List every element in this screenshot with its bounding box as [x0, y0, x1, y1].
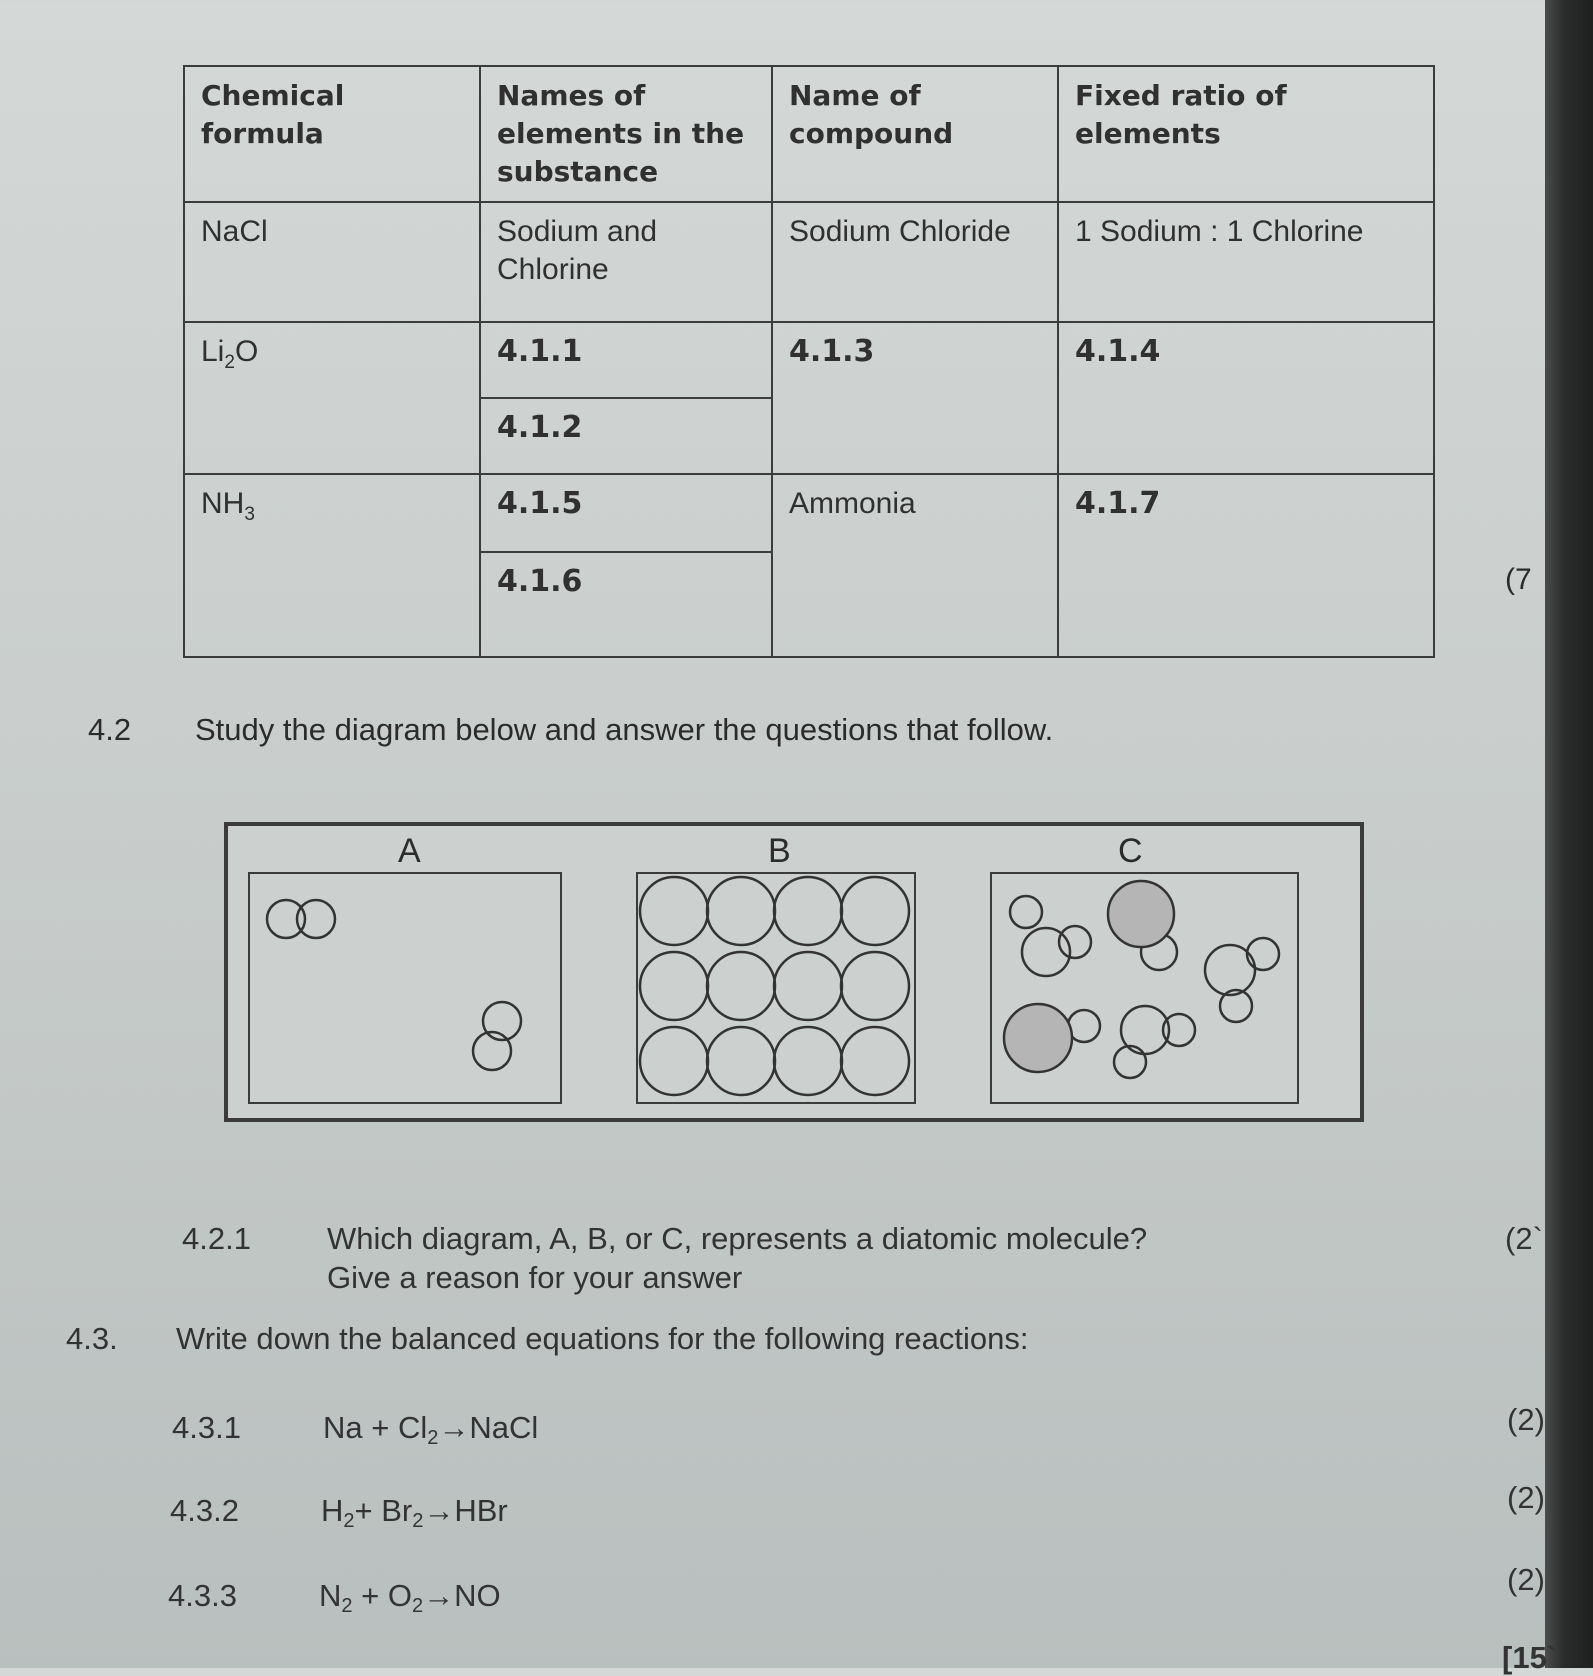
question-4-3-3-marks: (2)	[1507, 1562, 1545, 1597]
panel-b-atoms	[638, 874, 914, 1102]
diagram-label-a: A	[398, 832, 421, 870]
question-4-3-1-marks: (2)	[1507, 1402, 1545, 1437]
cell-answer-4-1-2: 4.1.2	[480, 398, 772, 474]
atom	[640, 877, 708, 945]
cell-ratio: 1 Sodium : 1 Chlorine	[1058, 202, 1434, 322]
cell-answer-4-1-4: 4.1.4	[1058, 322, 1434, 474]
atom	[707, 1027, 775, 1095]
atom	[1114, 1046, 1146, 1078]
cell-answer-4-1-1: 4.1.1	[480, 322, 772, 398]
cell-compound: Ammonia	[772, 474, 1058, 657]
diagram-label-c: C	[1118, 832, 1143, 870]
question-4-2-1-number: 4.2.1	[182, 1221, 251, 1256]
elements-compounds-table	[183, 65, 1435, 658]
header-compound-name: Name of compound	[772, 66, 1058, 202]
cell-formula: NaCl	[184, 202, 480, 322]
cell-formula: $NH_3$	[184, 474, 480, 657]
atom	[707, 877, 775, 945]
table-row	[184, 474, 1434, 552]
shaded-atom	[1108, 881, 1174, 947]
atom	[774, 877, 842, 945]
atom	[707, 952, 775, 1020]
table-marks: (7	[1505, 563, 1532, 596]
page-edge-shadow	[1545, 0, 1593, 1668]
atom	[774, 1027, 842, 1095]
cell-answer-4-1-5: 4.1.5	[480, 474, 772, 552]
atom	[841, 952, 909, 1020]
atom	[841, 1027, 909, 1095]
header-fixed-ratio: Fixed ratio of elements	[1058, 66, 1434, 202]
question-4-3-number: 4.3.	[66, 1321, 118, 1356]
table-header-row	[184, 66, 1434, 202]
panel-a-molecules	[250, 874, 560, 1102]
cell-compound: Sodium Chloride	[772, 202, 1058, 322]
question-4-2-1-line2: Give a reason for your answer	[327, 1260, 743, 1295]
question-4-3-1-number: 4.3.1	[172, 1410, 241, 1445]
question-number: 4.2	[88, 712, 132, 747]
cell-elements: Sodium and Chlorine	[480, 202, 772, 322]
equation-4-3-1: $Na + Cl_2\to NaCl$	[323, 1410, 539, 1449]
atom	[774, 952, 842, 1020]
particle-diagram	[224, 822, 1364, 1122]
question-4-2-1-line1: Which diagram, A, B, or C, represents a diatomic molecule?	[327, 1221, 1148, 1256]
atom	[640, 1027, 708, 1095]
question-4-3-2-number: 4.3.2	[170, 1493, 239, 1528]
question-4-3-text: Write down the balanced equations for the following reactions:	[176, 1321, 1029, 1356]
atom	[297, 900, 335, 938]
equation-4-3-3: $N_2 + O_2\to NO$	[319, 1578, 501, 1617]
atom	[267, 900, 305, 938]
cell-answer-4-1-6: 4.1.6	[480, 552, 772, 657]
section-total-marks: [15`	[1502, 1640, 1558, 1675]
header-element-names: Names of elements in the substance	[480, 66, 772, 202]
atom	[640, 952, 708, 1020]
diagram-label-b: B	[768, 832, 791, 870]
atom	[1059, 926, 1091, 958]
shaded-atom	[1004, 1004, 1072, 1072]
question-text: Study the diagram below and answer the questions that follow.	[195, 712, 1054, 747]
header-chemical-formula: Chemical formula	[184, 66, 480, 202]
panel-c-molecules	[992, 874, 1297, 1102]
cell-answer-4-1-3: 4.1.3	[772, 322, 1058, 474]
equation-4-3-2: $H_2+ Br_2\to HBr$	[321, 1493, 508, 1532]
panel-a	[248, 872, 562, 1104]
question-4-3-3-number: 4.3.3	[168, 1578, 237, 1613]
atom	[841, 877, 909, 945]
table-row	[184, 202, 1434, 322]
cell-answer-4-1-7: 4.1.7	[1058, 474, 1434, 657]
atom	[1010, 896, 1042, 928]
panel-c	[990, 872, 1299, 1104]
cell-formula: $Li_2O$	[184, 322, 480, 474]
table-row	[184, 322, 1434, 398]
question-4-2-1-marks: (2`	[1505, 1221, 1543, 1256]
panel-b	[636, 872, 916, 1104]
atom	[1247, 938, 1279, 970]
question-4-2	[88, 712, 1053, 748]
question-4-3-2-marks: (2)	[1507, 1480, 1545, 1515]
